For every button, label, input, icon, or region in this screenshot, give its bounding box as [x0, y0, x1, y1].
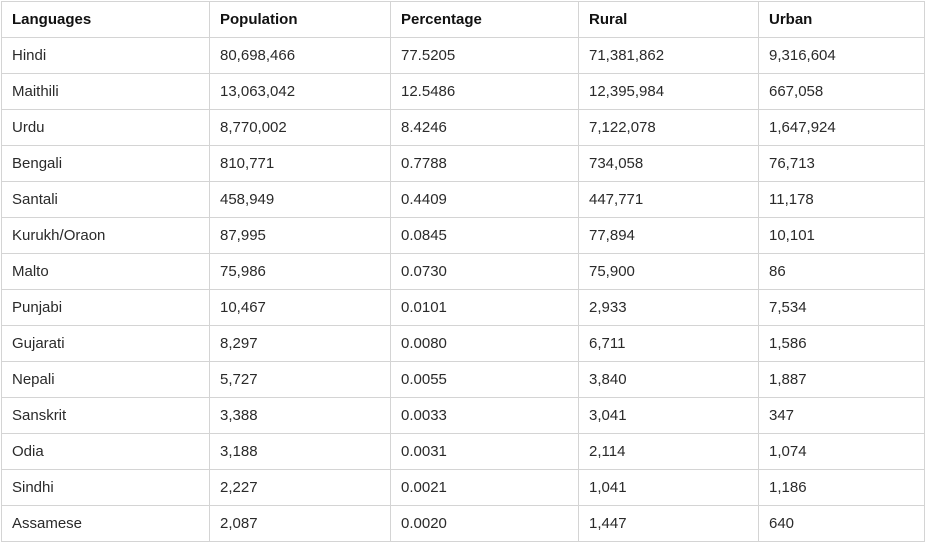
cell-percentage: 0.0845: [391, 218, 579, 254]
cell-urban: 347: [759, 398, 925, 434]
cell-percentage: 77.5205: [391, 38, 579, 74]
cell-urban: 667,058: [759, 74, 925, 110]
cell-urban: 9,316,604: [759, 38, 925, 74]
cell-population: 5,727: [210, 362, 391, 398]
cell-percentage: 0.0031: [391, 434, 579, 470]
cell-rural: 6,711: [579, 326, 759, 362]
cell-urban: 11,178: [759, 182, 925, 218]
cell-language: Hindi: [2, 38, 210, 74]
cell-language: Nepali: [2, 362, 210, 398]
cell-urban: 1,074: [759, 434, 925, 470]
cell-rural: 7,122,078: [579, 110, 759, 146]
cell-rural: 3,041: [579, 398, 759, 434]
cell-population: 8,297: [210, 326, 391, 362]
cell-urban: 10,101: [759, 218, 925, 254]
cell-population: 810,771: [210, 146, 391, 182]
cell-urban: 7,534: [759, 290, 925, 326]
cell-rural: 1,447: [579, 506, 759, 542]
cell-rural: 77,894: [579, 218, 759, 254]
cell-population: 2,227: [210, 470, 391, 506]
cell-rural: 2,933: [579, 290, 759, 326]
languages-table: [1, 1, 925, 542]
cell-urban: 1,186: [759, 470, 925, 506]
cell-rural: 75,900: [579, 254, 759, 290]
cell-language: Urdu: [2, 110, 210, 146]
cell-language: Maithili: [2, 74, 210, 110]
cell-rural: 3,840: [579, 362, 759, 398]
cell-urban: 1,887: [759, 362, 925, 398]
cell-language: Santali: [2, 182, 210, 218]
header-languages: Languages: [2, 2, 210, 38]
cell-percentage: 8.4246: [391, 110, 579, 146]
cell-language: Sindhi: [2, 470, 210, 506]
cell-urban: 86: [759, 254, 925, 290]
cell-percentage: 0.0020: [391, 506, 579, 542]
cell-population: 75,986: [210, 254, 391, 290]
cell-rural: 734,058: [579, 146, 759, 182]
cell-rural: 1,041: [579, 470, 759, 506]
table-row: [2, 362, 925, 398]
cell-percentage: 0.0080: [391, 326, 579, 362]
cell-percentage: 12.5486: [391, 74, 579, 110]
table-row: [2, 398, 925, 434]
table-row: [2, 434, 925, 470]
cell-percentage: 0.0033: [391, 398, 579, 434]
cell-percentage: 0.0055: [391, 362, 579, 398]
cell-urban: 76,713: [759, 146, 925, 182]
header-population: Population: [210, 2, 391, 38]
cell-language: Gujarati: [2, 326, 210, 362]
cell-rural: 2,114: [579, 434, 759, 470]
cell-percentage: 0.0021: [391, 470, 579, 506]
cell-population: 3,388: [210, 398, 391, 434]
table-row: [2, 254, 925, 290]
table-row: [2, 506, 925, 542]
cell-percentage: 0.4409: [391, 182, 579, 218]
cell-language: Malto: [2, 254, 210, 290]
table-row: [2, 110, 925, 146]
cell-population: 8,770,002: [210, 110, 391, 146]
cell-urban: 1,586: [759, 326, 925, 362]
cell-rural: 12,395,984: [579, 74, 759, 110]
table-row: [2, 182, 925, 218]
cell-rural: 447,771: [579, 182, 759, 218]
cell-percentage: 0.0730: [391, 254, 579, 290]
cell-urban: 640: [759, 506, 925, 542]
cell-population: 13,063,042: [210, 74, 391, 110]
cell-language: Bengali: [2, 146, 210, 182]
header-rural: Rural: [579, 2, 759, 38]
table-header-row: [2, 2, 925, 38]
cell-population: 10,467: [210, 290, 391, 326]
table-row: [2, 146, 925, 182]
cell-urban: 1,647,924: [759, 110, 925, 146]
table-row: [2, 326, 925, 362]
cell-percentage: 0.0101: [391, 290, 579, 326]
cell-population: 80,698,466: [210, 38, 391, 74]
cell-language: Kurukh/Oraon: [2, 218, 210, 254]
table-row: [2, 290, 925, 326]
table-row: [2, 38, 925, 74]
cell-population: 2,087: [210, 506, 391, 542]
cell-population: 458,949: [210, 182, 391, 218]
cell-language: Assamese: [2, 506, 210, 542]
header-urban: Urban: [759, 2, 925, 38]
cell-language: Sanskrit: [2, 398, 210, 434]
cell-language: Odia: [2, 434, 210, 470]
cell-language: Punjabi: [2, 290, 210, 326]
cell-rural: 71,381,862: [579, 38, 759, 74]
cell-population: 87,995: [210, 218, 391, 254]
cell-percentage: 0.7788: [391, 146, 579, 182]
table-row: [2, 470, 925, 506]
table-row: [2, 218, 925, 254]
cell-population: 3,188: [210, 434, 391, 470]
table-row: [2, 74, 925, 110]
header-percentage: Percentage: [391, 2, 579, 38]
